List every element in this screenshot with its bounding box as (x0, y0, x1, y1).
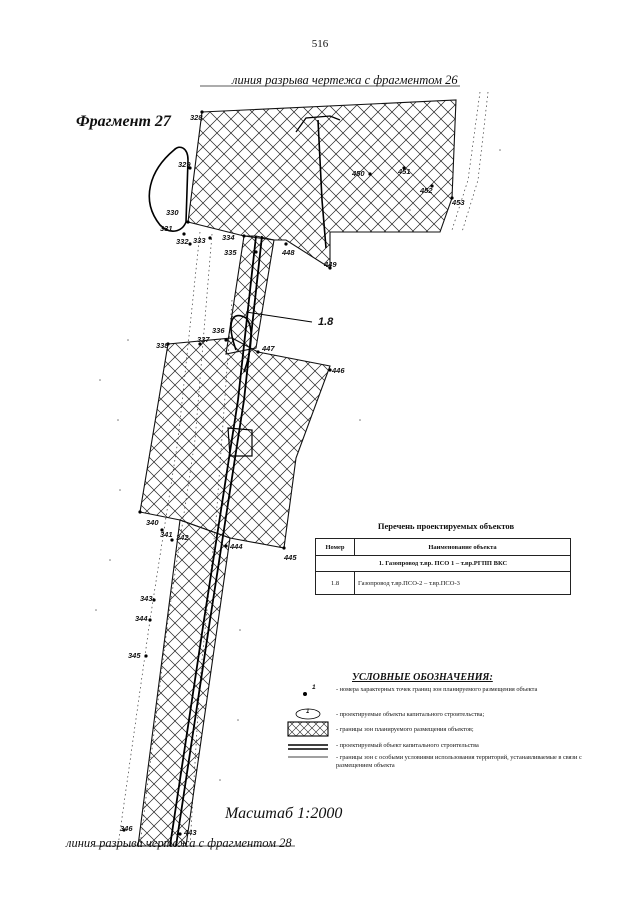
page-number: 516 (311, 38, 329, 50)
point-label: 333 (193, 236, 206, 245)
table-row (316, 572, 571, 595)
objects-table (315, 538, 571, 595)
point-label: 448 (282, 248, 295, 257)
fragment-title: Фрагмент 27 (76, 113, 171, 130)
point-label: 443 (184, 828, 197, 837)
legend-point-symbol (303, 692, 307, 696)
legend-item-points: - номера характерных точек границ зон планируемого размещения объекта (336, 686, 538, 693)
point-label: 453 (452, 198, 465, 207)
point-label: 447 (262, 344, 275, 353)
point-label: 450 (352, 169, 365, 178)
column-header-number: Номер (316, 539, 355, 556)
legend-title: УСЛОВНЫЕ ОБОЗНАЧЕНИЯ: (352, 672, 493, 683)
point-label: 345 (128, 651, 141, 660)
legend-item-zone-boundaries: - границы зон планируемого размещения объектов; (336, 726, 474, 733)
point-label: 334 (222, 233, 235, 242)
legend-item-special-zones: - границы зон с особыми условиями использования территорий, устанавливаемые в связи с размещением объекта (336, 754, 582, 769)
object-name: Газопровод т.вр.ПСО-2 – т.вр.ПСО-3 (355, 572, 571, 595)
legend-zone-symbol (288, 722, 328, 736)
point-label: 451 (398, 167, 411, 176)
point-label: 452 (420, 186, 433, 195)
point-label: 444 (230, 542, 243, 551)
legend-symbols (288, 692, 328, 757)
point-label: 330 (166, 208, 179, 217)
point-label: 338 (156, 341, 169, 350)
point-label: 344 (135, 614, 148, 623)
point-label: 445 (284, 553, 297, 562)
point-label: 346 (120, 824, 133, 833)
legend-point-marker: 1 (312, 684, 316, 691)
point-label: 340 (146, 518, 159, 527)
objects-group-row: 1. Газопровод т.вр. ПСО 1 – т.вр.РГПП ВКС (316, 556, 571, 572)
object-label: 1.8 (318, 316, 334, 328)
point-label: 336 (212, 326, 225, 335)
object-number: 1.8 (316, 572, 355, 595)
scale-label: Масштаб 1:2000 (225, 805, 343, 822)
legend-item-capital-objects: - проектируемые объекты капитального строительства; (336, 711, 485, 718)
point-label: 332 (176, 237, 189, 246)
point-label: 329 (178, 160, 191, 169)
legend-object-marker: 1 (306, 709, 310, 715)
break-line-top-label: линия разрыва чертежа с фрагментом 26 (232, 73, 458, 87)
point-label: 341 (160, 530, 173, 539)
point-label: 337 (197, 335, 210, 344)
break-line-bottom-label: линия разрыва чертежа с фрагментом 28 (66, 836, 292, 850)
point-label: 343 (140, 594, 153, 603)
point-label: 449 (324, 260, 337, 269)
zone-middle (140, 338, 330, 548)
objects-table-title: Перечень проектируемых объектов (377, 521, 515, 531)
legend-item-capital-object: - проектируемый объект капитального строительства (336, 742, 479, 749)
point-label: 446 (332, 366, 345, 375)
point-label: 328 (190, 113, 203, 122)
point-label: 335 (224, 248, 237, 257)
column-header-name: Наименование объекта (355, 539, 571, 556)
point-label: 331 (160, 224, 173, 233)
point-label: 342 (176, 533, 189, 542)
